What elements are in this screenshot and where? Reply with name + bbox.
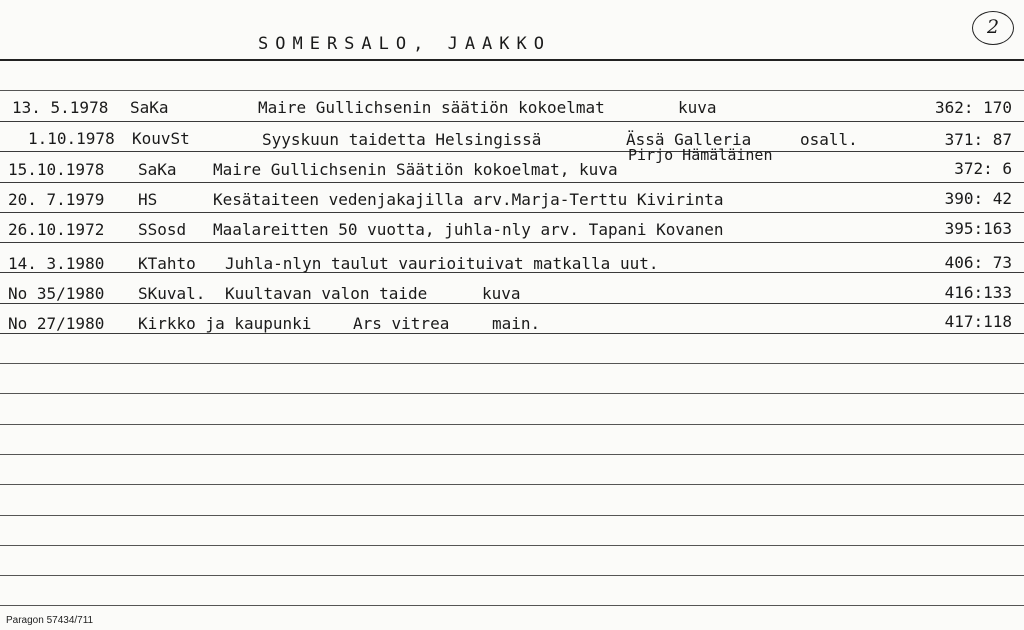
entry-title: Kesätaiteen vedenjakajilla arv.Marja-Terttu Kivirinta <box>213 190 724 209</box>
rule-line <box>0 484 1024 485</box>
entry-title: Maire Gullichsenin säätiön kokoelmat <box>258 98 605 117</box>
entry-source: HS <box>138 190 158 209</box>
entry-date: 15.10.1978 <box>8 160 105 179</box>
entry-source: SaKa <box>130 98 169 117</box>
entry-ref: 362: 170 <box>934 98 1012 117</box>
entry-source: KouvSt <box>132 129 190 148</box>
entry-date: 14. 3.1980 <box>8 254 105 273</box>
entry-source: KTahto <box>138 254 196 273</box>
entry-note: main. <box>492 314 541 333</box>
rule-line <box>0 303 1024 304</box>
entry-note: kuva <box>482 284 521 303</box>
entry-ref: 371: 87 <box>944 130 1012 149</box>
rule-line <box>0 90 1024 91</box>
entry-source: SSosd <box>138 220 187 239</box>
entry-title: Juhla-nlyn taulut vaurioituivat matkalla uut. <box>225 254 659 273</box>
header-rule <box>0 59 1024 61</box>
entry-date: 1.10.1978 <box>28 129 115 148</box>
entry-title: Ars vitrea <box>353 314 450 333</box>
rule-line <box>0 393 1024 394</box>
entry-note3: Pirjo Hämäläinen <box>628 146 773 164</box>
card-print-mark: Paragon 57434/711 <box>6 615 94 626</box>
rule-line <box>0 424 1024 425</box>
rule-line <box>0 454 1024 455</box>
entry-title: Maalareitten 50 vuotta, juhla-nly arv. Tapani Kovanen <box>213 220 724 239</box>
rule-line <box>0 242 1024 243</box>
entry-note: kuva <box>678 98 717 117</box>
entry-source: Kirkko ja kaupunki <box>138 314 312 333</box>
rule-line <box>0 182 1024 183</box>
entry-date: No 35/1980 <box>8 284 105 303</box>
entry-source: SKuval. <box>138 284 206 303</box>
rule-line <box>0 121 1024 122</box>
rule-line <box>0 333 1024 334</box>
entry-date: No 27/1980 <box>8 314 105 333</box>
rule-line <box>0 363 1024 364</box>
entry-date: 13. 5.1978 <box>12 98 109 117</box>
rule-line <box>0 545 1024 546</box>
entry-title: Syyskuun taidetta Helsingissä <box>262 130 542 149</box>
card-title: SOMERSALO, JAAKKO <box>258 34 551 54</box>
entry-title: Kuultavan valon taide <box>225 284 428 303</box>
entry-date: 26.10.1972 <box>8 220 105 239</box>
entry-ref: 390: 42 <box>944 189 1012 208</box>
entry-date: 20. 7.1979 <box>8 190 105 209</box>
rule-line <box>0 605 1024 606</box>
entry-ref: 372: 6 <box>954 159 1012 178</box>
entry-note2: osall. <box>800 130 858 149</box>
entry-title: Maire Gullichsenin Säätiön kokoelmat, kuva <box>213 160 618 179</box>
entry-ref: 395:163 <box>944 219 1012 238</box>
rule-line <box>0 575 1024 576</box>
card-number: 2 <box>972 11 1014 45</box>
entry-ref: 417:118 <box>944 312 1012 331</box>
rule-line <box>0 515 1024 516</box>
rule-line <box>0 212 1024 213</box>
entry-source: SaKa <box>138 160 177 179</box>
rule-line <box>0 151 1024 152</box>
entry-ref: 406: 73 <box>944 253 1012 272</box>
entry-ref: 416:133 <box>944 283 1012 302</box>
entry-note: Ässä Galleria <box>626 130 752 149</box>
